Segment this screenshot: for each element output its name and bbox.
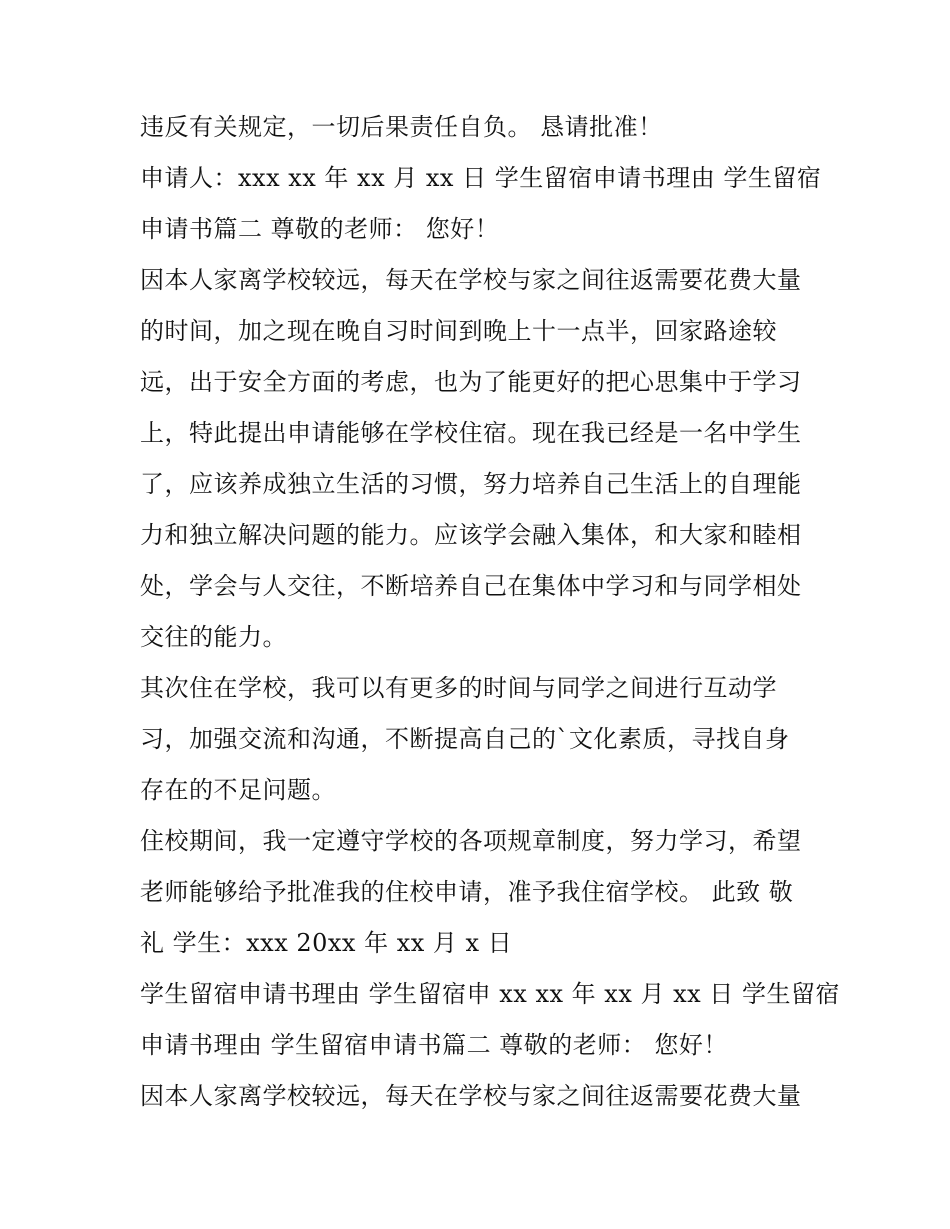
text-line: 违反有关规定，一切后果责任自负。 恳请批准！ bbox=[140, 113, 663, 141]
text-line: 上，特此提出申请能够在学校住宿。现在我已经是一名中学生 bbox=[140, 419, 802, 447]
text-line: 处，学会与人交往，不断培养自己在集体中学习和与同学相处 bbox=[140, 572, 802, 600]
document-body bbox=[140, 102, 840, 1122]
text-line: 申请人：xxx xx 年 xx 月 xx 日 学生留宿申请书理由 学生留宿 bbox=[140, 164, 822, 192]
text-line: 存在的不足问题。 bbox=[140, 776, 336, 804]
text-line: 学生留宿申请书理由 学生留宿申 xx xx 年 xx 月 xx 日 学生留宿 bbox=[140, 980, 840, 1008]
text-line: 因本人家离学校较远，每天在学校与家之间往返需要花费大量 bbox=[140, 266, 802, 294]
text-line: 申请书篇二 尊敬的老师： 您好！ bbox=[140, 215, 500, 243]
text-line: 了，应该养成独立生活的习惯，努力培养自己生活上的自理能 bbox=[140, 470, 802, 498]
text-line: 住校期间，我一定遵守学校的各项规章制度，努力学习，希望 bbox=[140, 827, 802, 855]
text-line: 礼 学生：xxx 20xx 年 xx 月 x 日 bbox=[140, 929, 513, 957]
text-line: 的时间，加之现在晚自习时间到晚上十一点半，回家路途较 bbox=[140, 317, 777, 345]
text-line: 老师能够给予批准我的住校申请，准予我住宿学校。 此致 敬 bbox=[140, 878, 794, 906]
text-line: 交往的能力。 bbox=[140, 623, 287, 651]
text-line: 力和独立解决问题的能力。应该学会融入集体，和大家和睦相 bbox=[140, 521, 802, 549]
text-line: 习，加强交流和沟通，不断提高自己的`文化素质，寻找自身 bbox=[140, 725, 790, 753]
text-line: 其次住在学校，我可以有更多的时间与同学之间进行互动学 bbox=[140, 674, 777, 702]
text-line: 申请书理由 学生留宿申请书篇二 尊敬的老师： 您好！ bbox=[140, 1031, 728, 1059]
text-line: 远，出于安全方面的考虑，也为了能更好的把心思集中于学习 bbox=[140, 368, 802, 396]
text-line: 因本人家离学校较远，每天在学校与家之间往返需要花费大量 bbox=[140, 1082, 802, 1110]
